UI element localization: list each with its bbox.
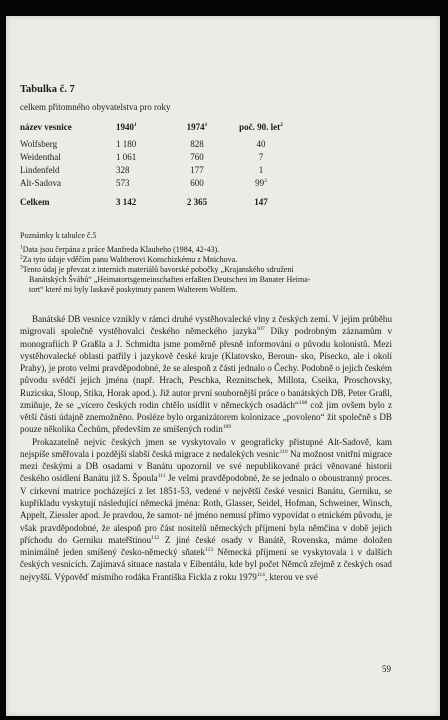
footnote-ref: 109 [222, 424, 232, 431]
table-row [20, 151, 296, 164]
header-90s: poč. 90. let$^2$ [239, 122, 283, 132]
table-total-row [20, 190, 296, 209]
total-1940: 3 142 [116, 197, 137, 207]
footnote-ref: 114 [256, 571, 265, 578]
table-header-row [20, 122, 296, 138]
page-number: 59 [382, 664, 391, 674]
table-row [20, 177, 296, 190]
paragraph-2: Prokazatelně nejvíc českých jmen se vyskytovalo v geograficky přístupné Alt-Sadově, kam nejspíše směřovala i pozdější slabší česká migrace z nedalekých vesnic$^{110}$ Na možnost vnitřní migrace mezi českými a DB osadami v Banátu upozornil ve své nepublikované práci věnované historii českého osídlení Banátu již S. Špoula$^{111}$ Je velmi pravděpodobné, že se jednalo o oboustranný proces. V církevní matrice pocházející z let 1851-53, vedené v největší české vesnici Banátu, Gerniku, se kupříkladu vyskytují následující německá jména: Roth, Glasser, Seidel, Hofman, Schweiner, Winsch, Appelt, Ziessler apod. Je pravdou, že samot- né jméno nemusí přímo vypovídat o etnickém původu, je však pravděpodobné, že alespoň pro část nositelů německých příjmení byla němčina v době jejich příchodu do Gerniku mateřštinou$^{112}$ Z jiné české osady v Banátě, Rovenska, máme doložen minimálně jeden smíšený česko-německý sňatek$^{113}$ Německá příjmení se vyskytovala i v dalších českých vesnicích. Zajímavá situace nastala v Eibentálu, kde byl počet Němců zřejmě z českých osad nejvyšší. Výpověď místního rodáka Františka Fickla z roku 1979$^{114}$, kterou ve své [20, 436, 393, 582]
header-1940: 1940$^1$ [116, 122, 137, 132]
cell-name: Lindenfeld [20, 165, 60, 175]
cell-1940: 1 061 [116, 152, 137, 162]
footnote-ref: 110 [279, 448, 288, 455]
note-line: Banátských Švábů“ „Heimatortsgemeinschaften erfaßten Deutschen im Banater Heima- [29, 275, 311, 284]
note-line: $^1$Data jsou čerpána z práce Manfreda Klaubeho (1984, 42-43). [20, 244, 220, 254]
cell-1974: 177 [190, 165, 204, 175]
body-text [20, 313, 392, 583]
page-content [20, 84, 410, 583]
cell-90s: 1 [258, 165, 264, 175]
footnote-ref: 113 [205, 547, 214, 554]
cell-90s: $99^3$ [255, 178, 267, 188]
note-line: $^2$Za tyto údaje vděčím panu Waltherovi Konschizkému z Mnichova. [20, 254, 238, 264]
document-page [6, 16, 440, 716]
cell-1974: 828 [190, 139, 204, 149]
paragraph-1: Banátské DB vesnice vznikly v rámci druhé vystěhovalecké vlny z českých zemí. V jejím průběhu migrovali společně vystěhovalci českého německého jazyka$^{107}$ Díky podrobným záznamům v monografiích P Graßla a J. Schmidta jsme poměrně přesně informováni o původu kolonistů. Mezi vystěhovalecké oblasti patřily i jazykově české kraje (Klatovsko, Beroun- sko, Písecko, ale i okolí Prahy), je proto velmi pravděpodobné, že se alespoň z části jednalo o Čechy. Podobně o jejich českém původu svědčí jejich jména (např. Hrach, Peschka, Reznitschek, Millota, Cseika, Proschovsky, Ruzicska, Sloup, Stika, Horak apod.). Již autor první souborněјší práce o banátských DB, Peter Graßl, zmiňuje, že se „vícero českých rodin chtělo usídlit v německých osadách“$^{108}$ což jim ovšem bylo z větší části údajně znemožněno. Posléze bylo organizátorem kolonizace „povoleno“ žít společně s DB pouze několika Čechům, především ze smíšených rodin$^{109}$ [20, 314, 392, 435]
notes-heading: Poznámky k tabulce č.5 [20, 231, 97, 240]
table-title: Tabulka č. 7 [20, 84, 75, 95]
footnote-ref: 108 [298, 399, 308, 406]
total-90s: 147 [254, 197, 268, 207]
cell-90s: 40 [256, 139, 266, 149]
population-table [20, 122, 296, 209]
footnote-ref: 107 [256, 326, 265, 333]
footnote-ref: 112 [151, 534, 160, 541]
cell-1974: 760 [190, 152, 204, 162]
total-1974: 2 365 [186, 197, 208, 207]
table-notes [20, 231, 410, 295]
cell-name: Wolfsberg [20, 139, 58, 149]
cell-name: Alt-Sadova [20, 178, 61, 188]
total-label: Celkem [20, 197, 50, 207]
cell-90s: 7 [258, 152, 264, 162]
table-row [20, 164, 296, 177]
footnote-ref: 111 [157, 473, 166, 480]
cell-1940: 1 180 [116, 139, 137, 149]
note-line: tort“ které mi byly laskavě poskytnuty panem Walterem Wolfem. [29, 285, 238, 294]
table-subtitle: celkem přítomného obyvatelstva pro roky [20, 102, 171, 112]
cell-1974: 600 [190, 178, 204, 188]
table-row [20, 138, 296, 151]
cell-name: Weidenthal [20, 152, 61, 162]
cell-1940: 328 [116, 165, 130, 175]
cell-1940: 573 [116, 178, 130, 188]
note-line: $^3$Tento údaj je převzat z interních materiálů bavorské pobočky „Krajanského sdružení [20, 264, 294, 274]
header-village: název vesnice [20, 122, 72, 132]
header-1974: 1974$^1$ [186, 122, 208, 132]
